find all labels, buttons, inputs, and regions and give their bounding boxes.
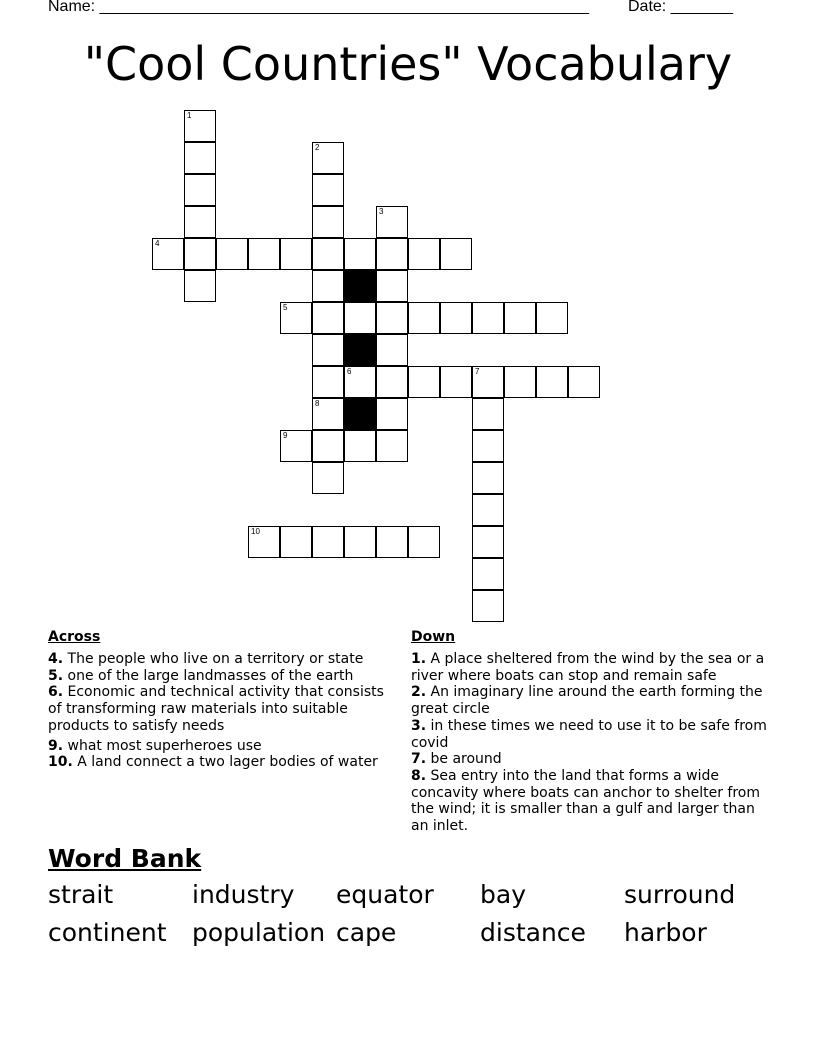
- word-bank-item: cape: [336, 918, 397, 947]
- answer-cell[interactable]: [568, 366, 600, 398]
- answer-cell[interactable]: [408, 302, 440, 334]
- date-field[interactable]: Date: _______: [628, 0, 733, 15]
- clue-down-7: 7. be around: [411, 751, 502, 768]
- clue-across-6: 6. Economic and technical activity that consists of transforming raw materials into suitable products to satisfy needs: [48, 684, 384, 734]
- answer-cell[interactable]: [312, 270, 344, 302]
- answer-cell[interactable]: [376, 206, 408, 238]
- answer-cell[interactable]: [408, 526, 440, 558]
- answer-cell[interactable]: [312, 398, 344, 430]
- word-bank-item: harbor: [624, 918, 707, 947]
- word-bank-item: equator: [336, 880, 434, 909]
- answer-cell[interactable]: [408, 366, 440, 398]
- answer-cell[interactable]: [312, 334, 344, 366]
- clue-down-3: 3. in these times we need to use it to be safe from covid: [411, 717, 767, 751]
- answer-cell[interactable]: [440, 302, 472, 334]
- black-square: [344, 398, 376, 430]
- answer-cell[interactable]: [184, 238, 216, 270]
- clue-number: 7: [475, 367, 480, 376]
- answer-cell[interactable]: [376, 366, 408, 398]
- clue-across-9: 9. what most superheroes use: [48, 737, 262, 754]
- answer-cell[interactable]: [376, 526, 408, 558]
- answer-cell[interactable]: [312, 142, 344, 174]
- word-bank-item: continent: [48, 918, 167, 947]
- answer-cell[interactable]: [312, 238, 344, 270]
- answer-cell[interactable]: [280, 302, 312, 334]
- answer-cell[interactable]: [312, 206, 344, 238]
- answer-cell[interactable]: [216, 238, 248, 270]
- across-heading: Across: [48, 629, 101, 645]
- answer-cell[interactable]: [472, 590, 504, 622]
- clue-across-5: 5. one of the large landmasses of the earth: [48, 667, 354, 684]
- clue-down-1: 1. A place sheltered from the wind by the sea or a river where boats can stop and remain safe: [411, 651, 765, 684]
- answer-cell[interactable]: [376, 302, 408, 334]
- clue-number: 5: [283, 303, 288, 312]
- clue-number: 2: [315, 143, 320, 152]
- name-field[interactable]: Name: _______________________________________________________: [48, 0, 589, 15]
- clue-number: 6: [347, 367, 352, 376]
- clue-number: 1: [187, 111, 192, 120]
- word-bank-item: bay: [480, 880, 526, 909]
- down-heading: Down: [411, 629, 456, 645]
- word-bank-item: distance: [480, 918, 586, 947]
- clue-number: 9: [283, 431, 288, 440]
- answer-cell[interactable]: [376, 334, 408, 366]
- answer-cell[interactable]: [248, 238, 280, 270]
- black-square: [344, 270, 376, 302]
- black-square: [344, 334, 376, 366]
- clue-number: 4: [155, 239, 160, 248]
- answer-cell[interactable]: [152, 238, 184, 270]
- answer-cell[interactable]: [376, 430, 408, 462]
- answer-cell[interactable]: [280, 526, 312, 558]
- answer-cell[interactable]: [472, 366, 504, 398]
- word-bank-item: industry: [192, 880, 295, 909]
- answer-cell[interactable]: [184, 206, 216, 238]
- answer-cell[interactable]: [344, 526, 376, 558]
- clue-across-4: 4. The people who live on a territory or state: [48, 651, 364, 667]
- answer-cell[interactable]: [376, 238, 408, 270]
- clue-number: 3: [379, 207, 384, 216]
- answer-cell[interactable]: [504, 302, 536, 334]
- answer-cell[interactable]: [472, 430, 504, 462]
- answer-cell[interactable]: [536, 302, 568, 334]
- answer-cell[interactable]: [376, 270, 408, 302]
- answer-cell[interactable]: [344, 366, 376, 398]
- clue-number: 10: [251, 527, 260, 536]
- clue-down-2: 2. An imaginary line around the earth forming the great circle: [411, 684, 763, 718]
- answer-cell[interactable]: [472, 462, 504, 494]
- answer-cell[interactable]: [408, 238, 440, 270]
- answer-cell[interactable]: [184, 270, 216, 302]
- answer-cell[interactable]: [280, 430, 312, 462]
- answer-cell[interactable]: [344, 238, 376, 270]
- word-bank-item: surround: [624, 880, 736, 909]
- answer-cell[interactable]: [472, 526, 504, 558]
- clue-down-8: 8. Sea entry into the land that forms a wide concavity where boats can anchor to shelter from the wind; it is smaller than a gulf and larger than an inlet.: [411, 767, 760, 835]
- answer-cell[interactable]: [248, 526, 280, 558]
- word-bank-title: Word Bank: [48, 844, 202, 873]
- word-bank-item: strait: [48, 880, 114, 909]
- answer-cell[interactable]: [312, 366, 344, 398]
- answer-cell[interactable]: [472, 302, 504, 334]
- answer-cell[interactable]: [472, 558, 504, 590]
- answer-cell[interactable]: [440, 238, 472, 270]
- answer-cell[interactable]: [184, 110, 216, 142]
- answer-cell[interactable]: [184, 174, 216, 206]
- answer-cell[interactable]: [280, 238, 312, 270]
- answer-cell[interactable]: [376, 398, 408, 430]
- clue-number: 8: [315, 399, 320, 408]
- page-title: "Cool Countries" Vocabulary: [83, 37, 733, 91]
- down-clue-list: [411, 651, 776, 835]
- word-bank: [48, 880, 768, 956]
- answer-cell[interactable]: [472, 494, 504, 526]
- answer-cell[interactable]: [504, 366, 536, 398]
- answer-cell[interactable]: [344, 430, 376, 462]
- answer-cell[interactable]: [536, 366, 568, 398]
- answer-cell[interactable]: [312, 174, 344, 206]
- answer-cell[interactable]: [312, 526, 344, 558]
- answer-cell[interactable]: [344, 302, 376, 334]
- answer-cell[interactable]: [184, 142, 216, 174]
- word-bank-item: population: [192, 918, 326, 947]
- answer-cell[interactable]: [472, 398, 504, 430]
- answer-cell[interactable]: [312, 462, 344, 494]
- across-clue-list: [48, 651, 398, 771]
- clue-across-10: 10. A land connect a two lager bodies of water: [48, 754, 378, 771]
- answer-cell[interactable]: [312, 302, 344, 334]
- answer-cell[interactable]: [312, 430, 344, 462]
- answer-cell[interactable]: [440, 366, 472, 398]
